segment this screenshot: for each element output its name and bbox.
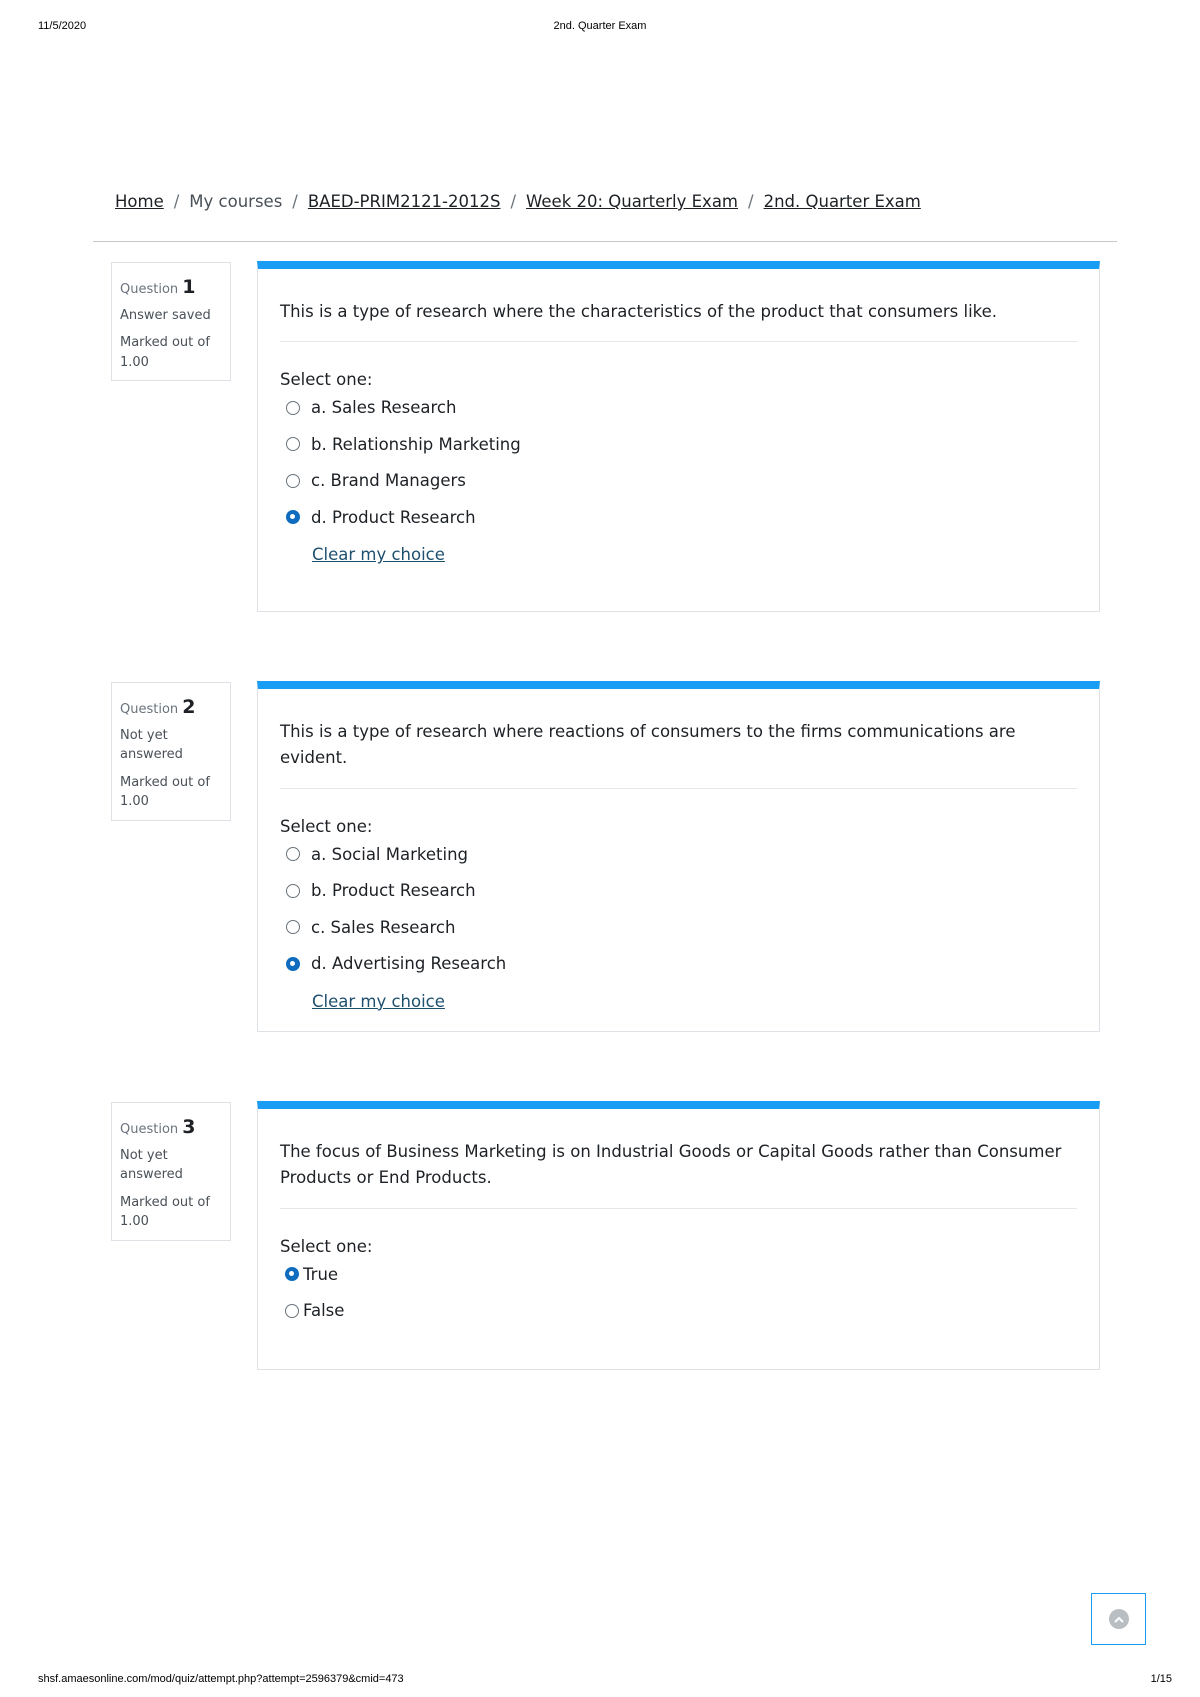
question-info-3 [111, 1102, 231, 1241]
breadcrumb-separator: / [510, 192, 517, 211]
option-false[interactable] [280, 1292, 1077, 1329]
breadcrumb-quiz[interactable]: 2nd. Quarter Exam [763, 192, 921, 211]
option-c[interactable] [280, 909, 1077, 946]
option-label: d. Advertising Research [311, 954, 507, 974]
option-label: b. Product Research [311, 881, 476, 901]
question-info-2 [111, 682, 231, 821]
question-text: This is a type of research where reactions of consumers to the firms communications are evident. [280, 689, 1077, 789]
option-label: True [303, 1264, 339, 1284]
breadcrumb [115, 192, 921, 211]
option-label: False [303, 1301, 345, 1321]
option-label: c. Sales Research [311, 917, 456, 937]
option-a[interactable] [280, 836, 1077, 873]
radio-button-checked[interactable] [285, 1267, 299, 1281]
option-label: a. Social Marketing [311, 844, 468, 864]
answer-options [280, 389, 1077, 535]
radio-button[interactable] [286, 847, 300, 861]
clear-choice-link[interactable]: Clear my choice [312, 545, 445, 565]
breadcrumb-course[interactable]: BAED-PRIM2121-2012S [307, 192, 501, 211]
radio-button[interactable] [286, 884, 300, 898]
print-url: shsf.amaesonline.com/mod/quiz/attempt.php?attempt=2596379&cmid=473 [38, 1673, 404, 1685]
print-date: 11/5/2020 [38, 20, 87, 32]
question-text: This is a type of research where the characteristics of the product that consumers like. [280, 269, 1077, 342]
header-divider [93, 241, 1117, 242]
option-b[interactable] [280, 426, 1077, 463]
question-text: The focus of Business Marketing is on Industrial Goods or Capital Goods rather than Consumer Products or End Products. [280, 1109, 1077, 1209]
option-d[interactable] [280, 945, 1077, 982]
option-a[interactable] [280, 389, 1077, 426]
breadcrumb-week[interactable]: Week 20: Quarterly Exam [526, 192, 739, 211]
print-page-number: 1/15 [1150, 1673, 1172, 1685]
question-number: 2 [182, 696, 196, 718]
option-b[interactable] [280, 872, 1077, 909]
question-state: Not yet answered [120, 727, 183, 762]
select-one-prompt: Select one: [280, 816, 373, 836]
option-label: b. Relationship Marketing [311, 434, 521, 454]
radio-button[interactable] [286, 401, 300, 415]
question-label: Question [120, 282, 179, 297]
answer-options [280, 1256, 1077, 1329]
question-card-2 [257, 681, 1100, 1032]
select-one-prompt: Select one: [280, 1236, 373, 1256]
question-grade: Marked out of 1.00 [120, 335, 210, 370]
option-d[interactable] [280, 499, 1077, 536]
radio-button[interactable] [286, 920, 300, 934]
option-label: a. Sales Research [311, 398, 457, 418]
breadcrumb-separator: / [173, 192, 180, 211]
radio-button-checked[interactable] [286, 957, 300, 971]
question-state: Answer saved [120, 307, 211, 323]
question-grade: Marked out of 1.00 [120, 774, 210, 809]
question-label: Question [120, 1122, 179, 1137]
question-label: Question [120, 702, 179, 717]
chevron-up-icon [1109, 1609, 1129, 1629]
radio-button[interactable] [286, 474, 300, 488]
print-title: 2nd. Quarter Exam [553, 20, 647, 32]
option-c[interactable] [280, 462, 1077, 499]
back-to-top-button[interactable] [1091, 1593, 1146, 1645]
question-info-1 [111, 262, 231, 381]
option-label: d. Product Research [311, 507, 476, 527]
breadcrumb-separator: / [748, 192, 754, 211]
question-card-1 [257, 261, 1100, 612]
breadcrumb-separator: / [292, 192, 298, 211]
radio-button-checked[interactable] [286, 510, 300, 524]
question-grade: Marked out of 1.00 [120, 1194, 210, 1229]
clear-choice-link[interactable]: Clear my choice [312, 991, 445, 1011]
option-true[interactable] [280, 1256, 1077, 1293]
breadcrumb-my-courses: My courses [189, 192, 283, 211]
question-number: 1 [182, 276, 196, 298]
breadcrumb-home[interactable]: Home [115, 192, 164, 211]
question-state: Not yet answered [120, 1147, 183, 1182]
question-number: 3 [182, 1116, 196, 1138]
question-card-3 [257, 1101, 1100, 1370]
radio-button[interactable] [286, 437, 300, 451]
select-one-prompt: Select one: [280, 370, 373, 390]
print-header [0, 20, 1200, 36]
answer-options [280, 836, 1077, 982]
radio-button[interactable] [285, 1304, 299, 1318]
option-label: c. Brand Managers [311, 471, 466, 491]
